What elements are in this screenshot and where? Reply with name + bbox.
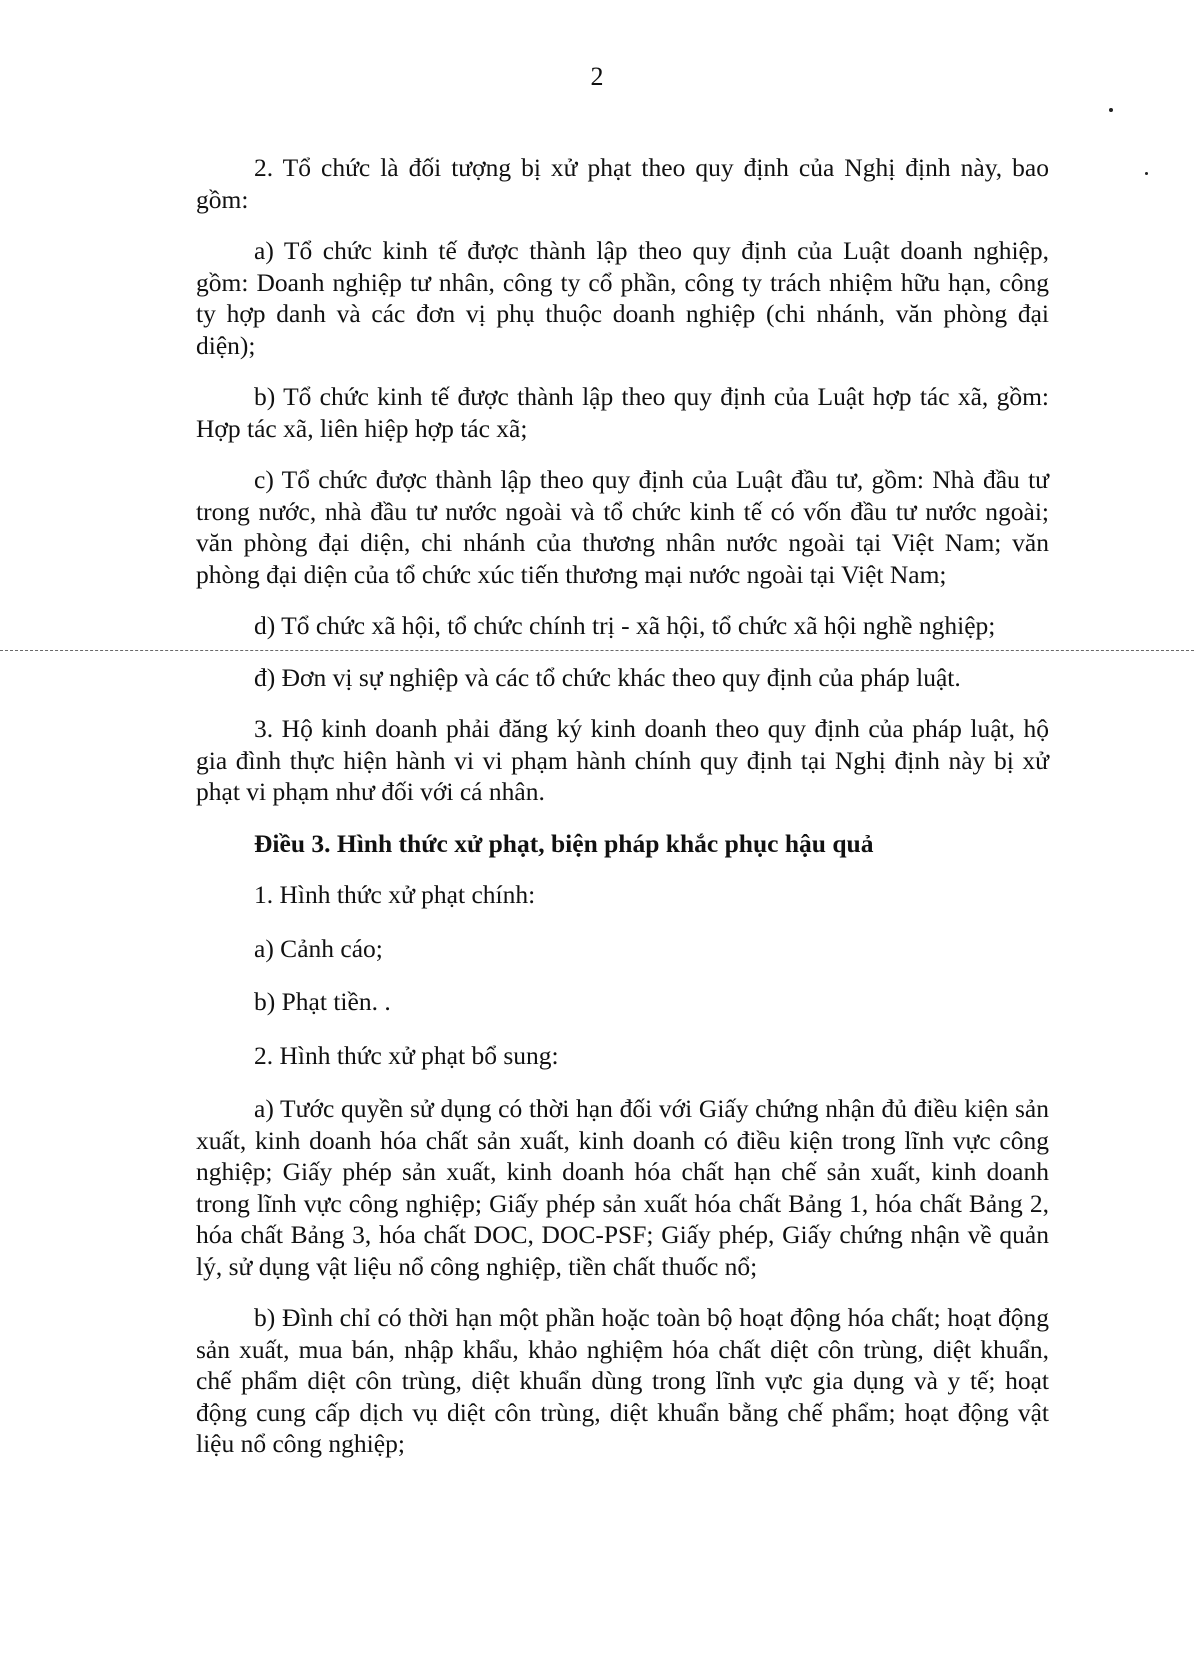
article-3-item-1a: a) Cảnh cáo; — [254, 933, 383, 963]
paragraph-clause-2c: c) Tổ chức được thành lập theo quy định của Luật đầu tư, gồm: Nhà đầu tư trong nước, nhà đầu tư nước ngoài và tổ chức kinh tế có vốn đầu tư nước ngoài; văn phòng đại diện, chi nhánh của thương nhân nước ngoài tại Việt Nam; văn phòng đại diện của tổ chức xúc tiến thương mại nước ngoài tại Việt Nam; — [196, 465, 1049, 589]
article-3-item-1b: b) Phạt tiền. . — [254, 987, 391, 1016]
paragraph-clause-3: 3. Hộ kinh doanh phải đăng ký kinh doanh theo quy định của pháp luật, hộ gia đình thực hiện hành vi vi phạm hành chính quy định tại Nghị định này bị xử phạt vi phạm như đối với cá nhân. — [196, 714, 1049, 806]
article-3-item-2b: b) Đình chỉ có thời hạn một phần hoặc toàn bộ hoạt động hóa chất; hoạt động sản xuất, mua bán, nhập khẩu, khảo nghiệm hóa chất diệt côn trùng, diệt khuẩn, chế phẩm diệt côn trùng, diệt khuẩn dùng trong lĩnh vực gia dụng và y tế; hoạt động cung cấp dịch vụ diệt côn trùng, diệt khuẩn bằng chế phẩm; hoạt động vật liệu nổ công nghiệp; — [196, 1303, 1049, 1458]
scan-speck — [1145, 172, 1148, 175]
article-3-heading: Điều 3. Hình thức xử phạt, biện pháp khắc phục hậu quả — [254, 828, 874, 858]
paragraph-clause-2: 2. Tổ chức là đối tượng bị xử phạt theo quy định của Nghị định này, bao gồm: — [196, 153, 1049, 214]
scan-speck — [1109, 108, 1113, 112]
document-body — [196, 152, 1049, 1480]
article-3-item-1: 1. Hình thức xử phạt chính: — [254, 880, 536, 909]
paragraph-clause-2a: a) Tổ chức kinh tế được thành lập theo quy định của Luật doanh nghiệp, gồm: Doanh nghiệp tư nhân, công ty cổ phần, công ty trách nhiệm hữu hạn, công ty hợp danh và các đơn vị phụ thuộc doanh nghiệp (chi nhánh, văn phòng đại diện); — [196, 236, 1049, 360]
page-number: 2 — [590, 62, 604, 91]
article-3-item-2: 2. Hình thức xử phạt bổ sung: — [254, 1040, 559, 1070]
article-3-item-2a: a) Tước quyền sử dụng có thời hạn đối với Giấy chứng nhận đủ điều kiện sản xuất, kinh doanh hóa chất sản xuất, kinh doanh có điều kiện trong lĩnh vực công nghiệp; Giấy phép sản xuất, kinh doanh hóa chất hạn chế sản xuất, kinh doanh trong lĩnh vực công nghiệp; Giấy phép sản xuất hóa chất Bảng 1, hóa chất Bảng 2, hóa chất Bảng 3, hóa chất DOC, DOC-PSF; Giấy phép, Giấy chứng nhận về quản lý, sử dụng vật liệu nổ công nghiệp, tiền chất thuốc nổ; — [196, 1094, 1049, 1281]
paragraph-clause-2d: d) Tổ chức xã hội, tổ chức chính trị - xã hội, tổ chức xã hội nghề nghiệp; — [254, 611, 996, 640]
paragraph-clause-2b: b) Tổ chức kinh tế được thành lập theo quy định của Luật hợp tác xã, gồm: Hợp tác xã, liên hiệp hợp tác xã; — [196, 382, 1049, 443]
paragraph-clause-2dd: đ) Đơn vị sự nghiệp và các tổ chức khác theo quy định của pháp luật. — [254, 662, 961, 692]
